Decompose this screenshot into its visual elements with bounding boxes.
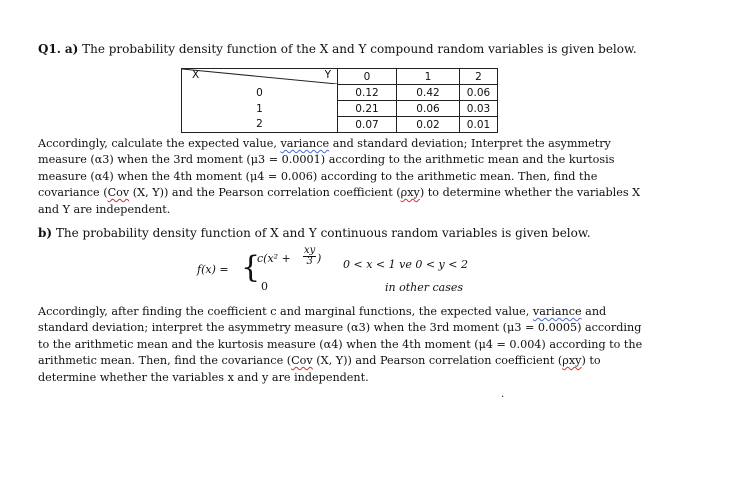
para-line: standard deviation; interpret the asymmetry measure (α3) when the 3rd moment (μ3 = 0.0005) according <box>38 321 642 335</box>
table-row <box>182 117 498 133</box>
stray-mark: . <box>501 389 505 400</box>
para-line: arithmetic mean. Then, find the covariance (Cov (X, Y)) and Pearson correlation coefficient (ρxy) to <box>38 354 601 368</box>
condition-1: 0 < x < 1 ve 0 < y < 2 <box>343 258 468 271</box>
row-label: 0 <box>182 85 338 101</box>
probability-table <box>181 68 498 133</box>
question-number: Q1. <box>38 42 61 56</box>
formula-lhs: f(x) = <box>197 263 229 276</box>
table-cell: 0.42 <box>397 85 460 101</box>
part-b-paragraph <box>38 304 642 386</box>
part-b-label: b) <box>38 226 53 240</box>
y-header: Y <box>324 69 331 82</box>
table-cell: 0.02 <box>397 117 460 133</box>
rho-symbol: ρxy <box>400 186 420 200</box>
table-row <box>182 101 498 117</box>
row-label: 2 <box>182 117 338 133</box>
table-cell: 0.12 <box>338 85 397 101</box>
part-a-label: a) <box>64 42 79 56</box>
rho-symbol: ρxy <box>562 354 582 368</box>
formula-case-1: c(x² + <box>257 252 291 265</box>
spell-mark-variance: variance <box>532 305 582 318</box>
spell-mark-cov: Cov <box>291 354 313 368</box>
part-b-heading <box>38 226 591 240</box>
table-header-row <box>182 69 498 85</box>
table-cell: 0.21 <box>338 101 397 117</box>
col-header-1: 1 <box>397 69 460 85</box>
fraction <box>303 246 316 267</box>
diagonal-line <box>182 69 337 84</box>
para-line: Accordingly, after finding the coefficient c and marginal functions, the expected value, variance and <box>38 305 607 318</box>
xy-header-cell <box>182 69 338 85</box>
row-label: 1 <box>182 101 338 117</box>
para-line: covariance (Cov (X, Y)) and the Pearson correlation coefficient (ρxy) to determine whether the variables X <box>38 186 641 200</box>
part-a-title: The probability density function of the X and Y compound random variables is given below. <box>82 42 637 56</box>
para-line: and Y are independent. <box>38 202 171 216</box>
part-a-paragraph <box>38 136 642 218</box>
para-line: to the arithmetic mean and the kurtosis measure (α4) when the 4th moment (μ4 = 0.004) according to the <box>38 337 643 351</box>
x-header: X <box>192 69 200 82</box>
table-cell: 0.01 <box>460 117 498 133</box>
left-brace: { <box>241 250 261 285</box>
part-b-title: The probability density function of X and Y continuous random variables is given below. <box>55 226 591 240</box>
condition-2: in other cases <box>385 281 464 294</box>
col-header-2: 2 <box>460 69 498 85</box>
table-cell: 0.06 <box>397 101 460 117</box>
part-a-heading <box>38 42 637 56</box>
table-row <box>182 85 498 101</box>
col-header-0: 0 <box>338 69 397 85</box>
para-line: measure (α4) when the 4th moment (μ4 = 0.006) according to the arithmetic mean. Then, find the <box>38 169 598 183</box>
fraction-numerator: xy <box>304 245 316 256</box>
fraction-denominator: 3 <box>306 256 313 267</box>
spell-mark-cov: Cov <box>107 186 130 200</box>
para-line: determine whether the variables x and y are independent. <box>38 370 369 384</box>
table-cell: 0.07 <box>338 117 397 133</box>
spell-mark-variance: variance <box>280 137 330 150</box>
table-cell: 0.03 <box>460 101 498 117</box>
table-cell: 0.06 <box>460 85 498 101</box>
para-line: measure (α3) when the 3rd moment (μ3 = 0.0001) according to the arithmetic mean and the kurtosis <box>38 153 615 167</box>
para-line: Accordingly, calculate the expected value, variance and standard deviation; Interpret the asymmetry <box>38 137 611 150</box>
formula-case-2: 0 <box>261 280 268 293</box>
case1-close: ) <box>317 252 322 265</box>
